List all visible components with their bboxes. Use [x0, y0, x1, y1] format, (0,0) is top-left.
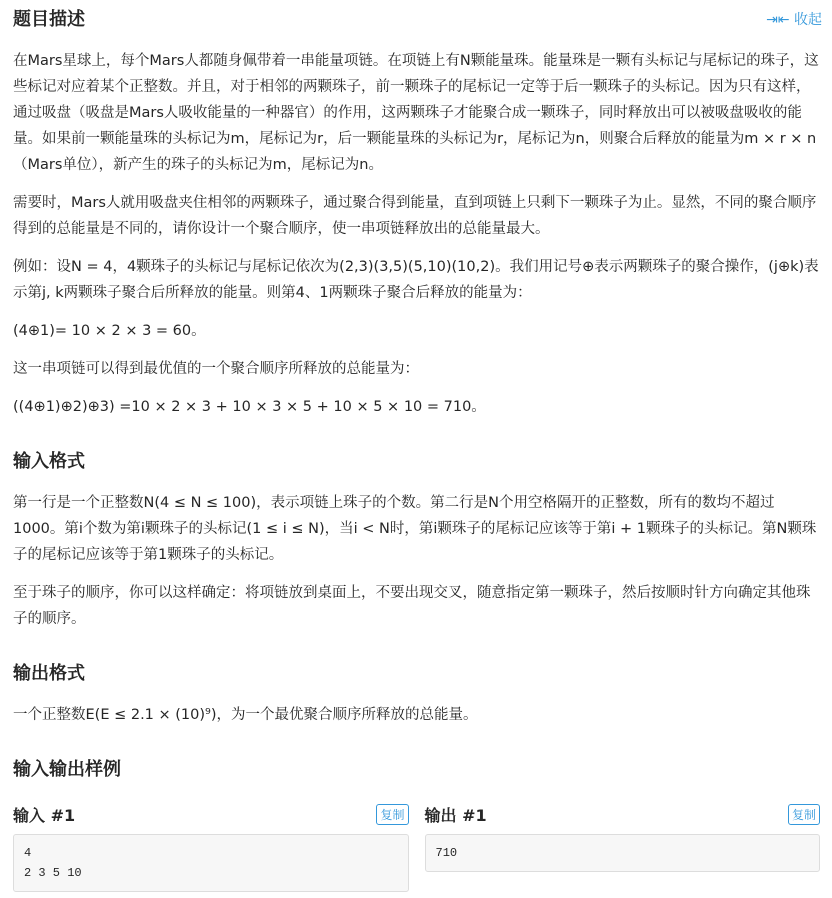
input-format-heading: 输入格式	[13, 451, 85, 472]
input-format-paragraph: 第一行是一个正整数N(4 ≤ N ≤ 100)，表示项链上珠子的个数。第二行是N个用空格隔开的正整数，所有的数均不超过1000。第i个数为第i颗珠子的头标记(1 ≤ i ≤ N)，当i < N时，第i颗珠子的尾标记应该等于第i + 1颗珠子的头标记。第N颗珠子的尾标记应该等于第1颗珠子的头标记。	[13, 495, 817, 563]
output-format-paragraph: 一个正整数E(E ≤ 2.1 × (10)⁹)，为一个最优聚合顺序所释放的总能量。	[13, 707, 478, 723]
sample-output	[425, 800, 821, 892]
sample-input-label: 输入 #1	[13, 805, 76, 825]
description-paragraph: 例如：设N = 4，4颗珠子的头标记与尾标记依次为(2,3)(3,5)(5,10)(10,2)。我们用记号⊕表示两颗珠子的聚合操作，(j⊕k)表示第j, k两颗珠子聚合后所释放的能量。则第4、1两颗珠子聚合后释放的能量为：	[13, 259, 819, 301]
input-format-paragraph: 至于珠子的顺序，你可以这样确定：将项链放到桌面上，不要出现交叉，随意指定第一颗珠子，然后按顺时针方向确定其他珠子的顺序。	[13, 585, 811, 627]
description-paragraph: (4⊕1)= 10 × 2 × 3 = 60。	[13, 323, 206, 339]
copy-output-button[interactable]: 复制	[788, 804, 820, 825]
collapse-button[interactable]	[766, 9, 822, 29]
description-paragraph: 需要时，Mars人就用吸盘夹住相邻的两颗珠子，通过聚合得到能量，直到项链上只剩下一颗珠子为止。显然，不同的聚合顺序得到的总能量是不同的，请你设计一个聚合顺序，使一串项链释放出的总能量最大。	[13, 195, 817, 237]
sample-output-content: 710	[425, 834, 821, 872]
collapse-label: 收起	[794, 12, 822, 28]
samples-heading: 输入输出样例	[13, 759, 121, 780]
description-heading: 题目描述	[13, 9, 85, 30]
sample-output-label: 输出 #1	[424, 805, 487, 825]
sample-input-content: 4 2 3 5 10	[13, 834, 409, 892]
copy-input-button[interactable]: 复制	[376, 804, 408, 825]
collapse-icon: ⇥⇤	[766, 12, 794, 28]
description-paragraph: ((4⊕1)⊕2)⊕3) =10 × 2 × 3 + 10 × 3 × 5 + 10 × 5 × 10 = 710。	[13, 399, 486, 415]
output-format-heading: 输出格式	[13, 663, 85, 684]
sample-input	[13, 800, 409, 892]
description-paragraph: 在Mars星球上，每个Mars人都随身佩带着一串能量项链。在项链上有N颗能量珠。能量珠是一颗有头标记与尾标记的珠子，这些标记对应着某个正整数。并且，对于相邻的两颗珠子，前一颗珠子的尾标记一定等于后一颗珠子的头标记。因为只有这样，通过吸盘（吸盘是Mars人吸收能量的一种器官）的作用，这两颗珠子才能聚合成一颗珠子，同时释放出可以被吸盘吸收的能量。如果前一颗能量珠的头标记为m，尾标记为r，后一颗能量珠的头标记为r，尾标记为n，则聚合后释放的能量为m × r × n（Mars单位），新产生的珠子的头标记为m，尾标记为n。	[13, 53, 819, 173]
description-paragraph: 这一串项链可以得到最优值的一个聚合顺序所释放的总能量为：	[13, 361, 419, 377]
